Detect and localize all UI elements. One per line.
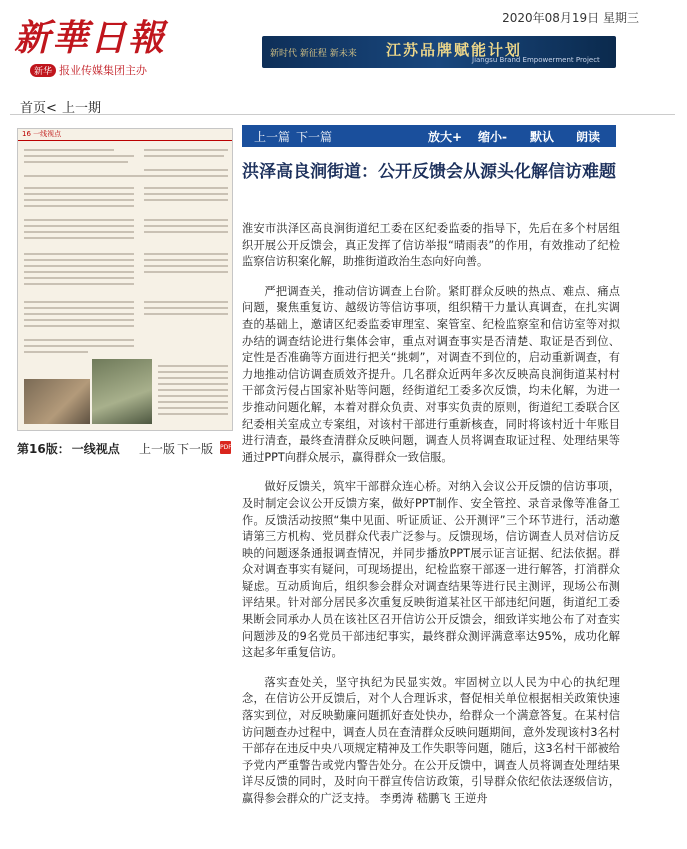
- article-paragraph: 做好反馈关，筑牢干部群众连心桥。对纳入会议公开反馈的信访事项，及时制定会议公开反馈方案，做好PPT制作、安全管控、录音录像等准备工作。反馈活动按照“集中见面、听证质证、公开测评”三个环节进行，活动邀请第三方机构、党员群众代表广泛参与。反馈现场，信访调查人员对信访反映的问题逐条通报调查情况，并同步播放PPT展示证言证据、纪法依据。群众对调查事实有疑问，可现场提出，纪检监察干部逐一进行解答，打消群众疑虑。互动质询后，组织参会群众对调查结果等进行民主测评，现场公布测评结果。针对部分居民多次重复反映街道某社区干部违纪问题，街道纪工委果断会同承办人员在该社区召开信访公开反馈会，细致详实地公布了对查实问题涉及的9名党员干部违纪事实，最终群众测评满意率达95%，成功化解这起多年重复信访。: [242, 480, 620, 660]
- home-link[interactable]: 首页<: [20, 101, 57, 116]
- banner-tags: 新时代 新征程 新未来: [270, 49, 357, 59]
- thumbnail-photo: [92, 359, 152, 424]
- publisher-text: 报业传媒集团主办: [59, 64, 148, 77]
- newspaper-logo[interactable]: 新華日報: [14, 17, 167, 59]
- pdf-icon[interactable]: PDF: [220, 441, 231, 454]
- issue-date: 2020年08月19日 星期三: [502, 11, 639, 25]
- article-toolbar: [242, 125, 616, 147]
- article-title: 洪泽高良涧街道：公开反馈会从源头化解信访难题: [242, 162, 616, 182]
- prev-issue-link[interactable]: 上一期: [62, 101, 102, 116]
- thumbnail-photo: [24, 379, 90, 424]
- page-thumbnail[interactable]: [17, 128, 233, 431]
- article-body: [242, 221, 620, 821]
- edition-label: 第16版：: [17, 442, 70, 456]
- zoom-in-button[interactable]: 放大+: [428, 130, 463, 144]
- prev-page-link[interactable]: 上一版: [139, 442, 176, 456]
- masthead: [0, 0, 687, 95]
- edition-bar: [17, 440, 233, 457]
- prev-article-link[interactable]: 上一篇: [254, 130, 291, 144]
- top-nav: [10, 95, 675, 115]
- article-paragraph: 严把调查关，推动信访调查上台阶。紧盯群众反映的热点、难点、痛点问题，聚焦重复访、越级访等信访事项，组织精干力量认真调查，在扎实调查的基础上，邀请区纪委监委审理室、案管室、纪检监察室和信访室等对拟办结的调查结论进行集体会审，重点对调查事实是否清楚、取证是否到位、定性是否准确等方面进行把关“挑刺”，对调查不到位的，启动重新调查，有力地推动信访调查质效齐提升。几名群众近两年多次反映高良涧街道某村村干部贪污侵占国家补贴等问题，经街道纪工委多次反馈，均未化解，为进一步推动问题化解，本着对群众负责、对事实负责的原则，街道纪工委联合区纪委相关室成立专案组，对该村干部进行重新核查，同时将该村近十年账目进行清查，最终查清群众反映问题，调查人员将调查取证过程、处理结果等通过PPT向群众展示，赢得群众一致信服。: [242, 284, 620, 464]
- brand-banner[interactable]: [262, 36, 616, 68]
- banner-title: 江苏品牌赋能计划: [386, 41, 523, 59]
- article-paragraph: 淮安市洪泽区高良涧街道纪工委在区纪委监委的指导下，先后在多个村居组织开展公开反馈会，真正发挥了信访举报“晴雨表”的作用，有效推动了纪检监察信访积案化解，助推街道政治生态向好向善。: [242, 222, 620, 269]
- default-size-button[interactable]: 默认: [530, 130, 555, 144]
- zoom-out-button[interactable]: 缩小-: [478, 130, 507, 144]
- next-article-link[interactable]: 下一篇: [296, 130, 333, 144]
- banner-subtitle: Jiangsu Brand Empowerment Project: [472, 56, 600, 64]
- publisher-line: [30, 62, 147, 78]
- next-page-link[interactable]: 下一版: [177, 442, 214, 456]
- thumbnail-header: 16 一线视点: [18, 129, 232, 141]
- group-badge: 新华: [30, 64, 56, 77]
- read-aloud-button[interactable]: 朗读: [576, 130, 601, 144]
- article-paragraph: 落实查处关，坚守执纪为民显实效。牢固树立以人民为中心的执纪理念，在信访公开反馈后，对个人合理诉求，督促相关单位根据相关政策快速落实到位，对反映勤廉问题抓好查处快办，给群众一个满意答复。在某村信访问题查办过程中，调查人员在查清群众反映问题期间，意外发现该村3名村干部存在违反中央八项规定精神及工作失职等问题，随后，这3名村干部被给予党内严重警告或党内警告处分。在公开反馈中，调查人员将调查处理结果详尽反馈的同时，及时向干群宣传信访政策，引导群众依纪依法逐级信访，赢得参会群众的广泛支持。 李勇涛 嵇鹏飞 王逆舟: [242, 675, 620, 805]
- edition-name-link[interactable]: 一线视点: [71, 442, 120, 456]
